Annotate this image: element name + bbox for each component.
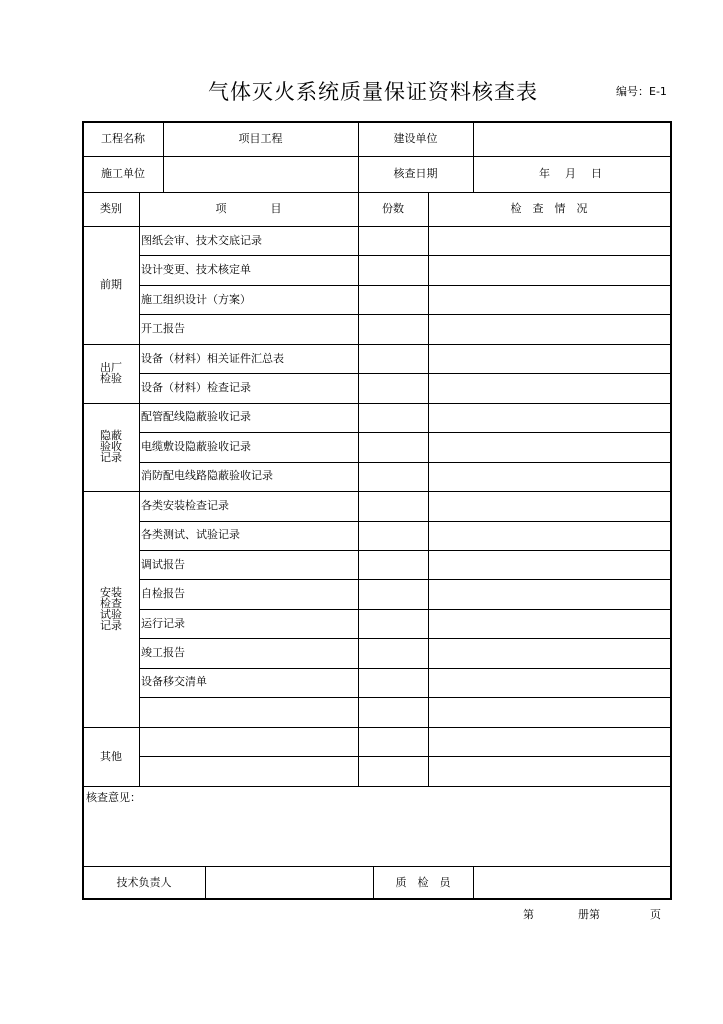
opinion-divider bbox=[83, 866, 670, 867]
status-cell[interactable] bbox=[428, 314, 670, 343]
status-cell[interactable] bbox=[428, 609, 670, 638]
status-cell[interactable] bbox=[428, 462, 670, 491]
col-divider bbox=[473, 866, 474, 899]
item-row-label: 各类安装检查记录 bbox=[141, 498, 229, 512]
status-cell[interactable] bbox=[428, 403, 670, 432]
status-cell[interactable] bbox=[428, 727, 670, 756]
group-label: 安装 检查 试验 记录 bbox=[100, 585, 122, 632]
item-row-label: 施工组织设计（方案） bbox=[141, 292, 251, 306]
copies-cell[interactable] bbox=[358, 226, 428, 255]
row-divider bbox=[139, 432, 671, 433]
col-divider bbox=[163, 122, 164, 192]
column-status: 检 查 情 况 bbox=[510, 202, 588, 215]
item-row-label: 配管配线隐蔽验收记录 bbox=[141, 410, 251, 424]
footer-page: 页 bbox=[650, 908, 661, 921]
tech-lead-value[interactable] bbox=[205, 867, 373, 898]
status-cell[interactable] bbox=[428, 550, 670, 579]
item-row-label: 电缆敷设隐蔽验收记录 bbox=[141, 439, 251, 453]
table-border-right bbox=[670, 121, 672, 900]
item-row-label: 图纸会审、技术交底记录 bbox=[141, 233, 262, 247]
group-label: 隐蔽 验收 记录 bbox=[100, 429, 122, 465]
build-unit-value[interactable] bbox=[473, 122, 670, 156]
copies-cell[interactable] bbox=[358, 462, 428, 491]
col-divider bbox=[358, 122, 359, 192]
copies-cell[interactable] bbox=[358, 697, 428, 726]
construction-unit-value[interactable] bbox=[163, 156, 358, 192]
copies-cell[interactable] bbox=[358, 373, 428, 402]
table-border-top bbox=[83, 121, 672, 123]
copies-cell[interactable] bbox=[358, 255, 428, 284]
status-cell[interactable] bbox=[428, 255, 670, 284]
tech-lead-label: 技术负责人 bbox=[116, 875, 172, 889]
item-row-label bbox=[139, 697, 358, 726]
item-row-label: 自检报告 bbox=[141, 587, 185, 601]
col-divider bbox=[205, 866, 206, 899]
status-cell[interactable] bbox=[428, 491, 670, 520]
status-cell[interactable] bbox=[428, 521, 670, 550]
row-divider bbox=[139, 609, 671, 610]
form-code: 编号：E-1 bbox=[616, 85, 667, 98]
copies-cell[interactable] bbox=[358, 285, 428, 314]
column-copies: 份数 bbox=[382, 202, 404, 215]
group-label: 出厂 检验 bbox=[100, 361, 122, 386]
status-cell[interactable] bbox=[428, 638, 670, 667]
column-item: 项 目 bbox=[215, 202, 282, 215]
item-row-label: 设备（材料）相关证件汇总表 bbox=[141, 351, 284, 365]
copies-cell[interactable] bbox=[358, 491, 428, 520]
check-date-label: 核查日期 bbox=[393, 167, 438, 180]
row-divider bbox=[139, 462, 671, 463]
status-cell[interactable] bbox=[428, 697, 670, 726]
footer-volume: 第 册第 bbox=[523, 908, 600, 921]
construction-unit-label: 施工单位 bbox=[101, 167, 145, 180]
copies-cell[interactable] bbox=[358, 668, 428, 697]
copies-cell[interactable] bbox=[358, 344, 428, 373]
copies-cell[interactable] bbox=[358, 579, 428, 608]
row-divider bbox=[139, 550, 671, 551]
item-row-label: 设计变更、技术核定单 bbox=[141, 263, 251, 277]
copies-cell[interactable] bbox=[358, 609, 428, 638]
status-cell[interactable] bbox=[428, 285, 670, 314]
header-divider bbox=[83, 226, 670, 227]
check-date-value[interactable]: 年 月 日 bbox=[539, 167, 604, 180]
col-divider bbox=[139, 192, 140, 786]
row-divider bbox=[139, 756, 671, 757]
row-divider bbox=[139, 668, 671, 669]
copies-cell[interactable] bbox=[358, 550, 428, 579]
group-label: 前期 bbox=[100, 278, 122, 292]
item-row-label: 消防配电线路隐蔽验收记录 bbox=[141, 469, 273, 483]
col-divider bbox=[358, 192, 359, 786]
table-border-bottom bbox=[83, 898, 672, 900]
group-label: 其他 bbox=[100, 749, 122, 763]
project-name-label: 工程名称 bbox=[101, 132, 145, 145]
item-row-label: 各类测试、试验记录 bbox=[141, 528, 240, 542]
status-cell[interactable] bbox=[428, 344, 670, 373]
page-title: 气体灭火系统质量保证资料核查表 bbox=[208, 80, 538, 104]
column-category: 类别 bbox=[100, 202, 122, 215]
item-row-label bbox=[139, 756, 358, 785]
item-row-label: 竣工报告 bbox=[141, 646, 185, 660]
row-divider bbox=[139, 373, 671, 374]
header-divider bbox=[83, 192, 670, 193]
row-divider bbox=[139, 285, 671, 286]
header-divider bbox=[83, 156, 670, 157]
copies-cell[interactable] bbox=[358, 403, 428, 432]
opinion-field[interactable] bbox=[83, 806, 670, 866]
item-row-label: 设备（材料）检查记录 bbox=[141, 380, 251, 394]
copies-cell[interactable] bbox=[358, 638, 428, 667]
inspector-label: 质 检 员 bbox=[395, 875, 451, 889]
group-divider bbox=[83, 786, 671, 787]
item-row-label: 运行记录 bbox=[141, 616, 185, 630]
copies-cell[interactable] bbox=[358, 314, 428, 343]
copies-cell[interactable] bbox=[358, 756, 428, 785]
row-divider bbox=[139, 579, 671, 580]
col-divider bbox=[373, 866, 374, 899]
status-cell[interactable] bbox=[428, 432, 670, 461]
item-row-label bbox=[139, 727, 358, 756]
copies-cell[interactable] bbox=[358, 521, 428, 550]
status-cell[interactable] bbox=[428, 668, 670, 697]
copies-cell[interactable] bbox=[358, 432, 428, 461]
status-cell[interactable] bbox=[428, 579, 670, 608]
opinion-label: 核查意见： bbox=[86, 791, 141, 804]
project-name-value[interactable]: 项目工程 bbox=[238, 132, 283, 145]
status-cell[interactable] bbox=[428, 226, 670, 255]
col-divider bbox=[473, 122, 474, 192]
row-divider bbox=[139, 314, 671, 315]
build-unit-label: 建设单位 bbox=[393, 132, 438, 145]
item-row-label: 设备移交清单 bbox=[141, 675, 207, 689]
status-cell[interactable] bbox=[428, 756, 670, 785]
inspector-value[interactable] bbox=[473, 867, 670, 898]
item-row-label: 开工报告 bbox=[141, 322, 185, 336]
table-border-left bbox=[82, 121, 84, 900]
row-divider bbox=[139, 638, 671, 639]
col-divider bbox=[428, 192, 429, 786]
status-cell[interactable] bbox=[428, 373, 670, 402]
row-divider bbox=[139, 255, 671, 256]
row-divider bbox=[139, 697, 671, 698]
row-divider bbox=[139, 521, 671, 522]
copies-cell[interactable] bbox=[358, 727, 428, 756]
item-row-label: 调试报告 bbox=[141, 557, 185, 571]
